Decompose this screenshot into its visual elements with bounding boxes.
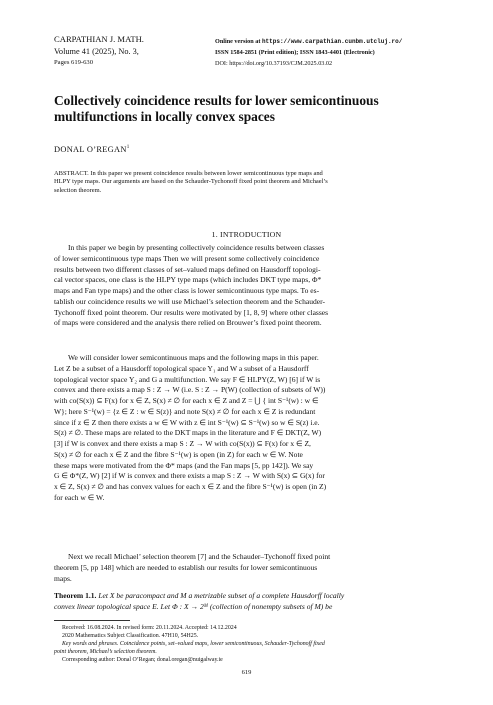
text-line: We will consider lower semicontinuous maps and the following maps in this paper.: [68, 353, 319, 362]
footnote-divider: [54, 620, 130, 621]
paragraph-recall: [54, 552, 446, 584]
text-line: Tychonoff fixed point theorem. Our results were motivated by [1, 8, 9] where other classes: [54, 307, 329, 317]
doi-line[interactable]: DOI: https://doi.org/10.37193/CJM.2025.03.02: [215, 60, 333, 67]
paragraph-intro: [54, 243, 446, 329]
text-line: for each w ∈ W.: [54, 492, 105, 502]
text-line: these maps were motivated from the Φ* maps (and the Fan maps [5, pp 142]). We say: [54, 460, 314, 470]
abstract-label: ABSTRACT.: [54, 170, 89, 177]
footnotes: [54, 625, 446, 665]
journal-info: [54, 34, 229, 69]
paper-title: [54, 93, 444, 124]
text-line: maps.: [54, 573, 72, 583]
footnote-msc: 2020 Mathematics Subject Classification. 47H10, 54H25.: [62, 632, 199, 639]
text-line: W}; here S⁻¹(w) = {z ∈ Z : w ∈ S(z)} and note S(x) ≠ ∅ for each x ∈ Z is redundant: [54, 406, 316, 416]
page-number: 619: [241, 669, 252, 676]
title-line: Collectively coincidence results for lower semicontinuous: [54, 93, 379, 108]
text-line: x ∈ Z, S(x) ≠ ∅ and has convex values for each x ∈ Z and the fibre S⁻¹(w) is open (in Z): [54, 482, 327, 491]
theorem-label: Theorem 1.1.: [54, 591, 97, 600]
text-line: G ∈ Φ*(Z, W) [2] if W is convex and there exists a map S : Z → W with S(x) ⊆ G(x) for: [54, 471, 325, 481]
section-heading: 1. INTRODUCTION: [211, 230, 282, 239]
abstract-line: In this paper we present coincidence results between lower semicontinuous type maps and: [90, 170, 323, 177]
theorem-line: convex linear topological space E. Let Φ : X → 2ᴹ (collection of nonempty subsets of M) be: [54, 601, 333, 611]
online-prefix: Online version at: [215, 38, 261, 45]
paragraph-definitions: [54, 353, 446, 504]
text-line: results between two different classes of set–valued maps defined on Hausdorff topologi-: [54, 264, 321, 274]
text-line: of maps were considered and the analysis there relied on Brouwer’s fixed point theorem.: [54, 318, 322, 328]
theorem-block: [54, 591, 446, 613]
text-line: topological vector space Y₂ and G a multifunction. We say F ∈ HLPY(Z, W) [6] if W is: [54, 374, 321, 384]
footnote-dates: Received: 16.08.2024. In revised form: 20.11.2024. Accepted: 14.12.2024: [62, 625, 237, 631]
text-line: Let Z be a subset of a Hausdorff topological space Y₁ and W a subset of a Hausdorff: [54, 363, 309, 373]
keywords-label: Key words and phrases.: [62, 640, 119, 647]
text-line: S(x) ≠ ∅ for each x ∈ Z and the fibre S⁻¹(w) is open (in Z) for each w ∈ W. Note: [54, 449, 303, 459]
author-affiliation-mark: 1: [126, 145, 130, 151]
keywords-text: Coincidence points, set–valued maps, lower semicontinuous, Schauder-Tychonoff fixed: [119, 640, 325, 647]
abstract-line: selection theorem.: [54, 186, 102, 194]
abstract-line: HLPY type maps. Our arguments are based on the Schauder-Tychonoff fixed point theorem and Michael’s: [54, 178, 328, 186]
abstract: [54, 170, 446, 195]
text-line: tablish our coincidence results we will use Michael’s selection theorem and the Schauder-: [54, 296, 326, 306]
journal-name: CARPATHIAN J. MATH.: [54, 34, 144, 44]
title-line: multifunctions in locally convex spaces: [54, 108, 275, 124]
online-url[interactable]: https://www.carpathian.cunbm.utcluj.ro/: [261, 38, 403, 45]
author-text: DONAL O’REGAN: [54, 145, 127, 154]
theorem-line: Let X be paracompact and M a metrizable subset of a complete Hausdorff locally: [98, 591, 345, 600]
text-line: cal vector spaces, one class is the HLPY type maps (which includes DKT type maps, Φ*: [54, 275, 322, 285]
text-line: since if z ∈ Z then there exists a w ∈ W with z ∈ int S⁻¹(w) ⊆ S⁻¹(w) so w ∈ S(z) i.e.: [54, 417, 320, 427]
keywords-text-cont: point theorem, Michael’s selection theorem.: [54, 648, 157, 655]
text-line: theorem [5, pp 148] which are needed to establish our results for lower semicontinuous: [54, 562, 318, 572]
text-line: with co(S(x)) ⊆ F(x) for x ∈ Z, S(x) ≠ ∅ for each x ∈ Z and Z = ⋃ { int S⁻¹(w) : w ∈: [54, 396, 319, 405]
text-line: maps and Fan type maps) and the other class is lower semicontinuous type maps. To es-: [54, 286, 320, 295]
text-line: Next we recall Michael’ selection theorem [7] and the Schauder–Tychonoff fixed point: [68, 552, 331, 561]
text-line: [3] if W is convex and there exists a map S : Z → W with co(S(x)) ⊆ F(x) for x ∈ Z,: [54, 439, 311, 448]
footnote-corresponding: Corresponding author: Donal O’Regan; donal.oregan@nuigalway.ie: [62, 656, 223, 663]
text-line: convex and there exists a map S : Z → W (i.e. S : Z → P(W) (collection of subsets of W)): [54, 385, 326, 395]
issn-line: ISSN 1584-2851 (Print edition); ISSN 1843-4401 (Electronic): [215, 49, 375, 56]
publication-info: [215, 36, 455, 69]
page-range: Pages 619-630: [54, 59, 94, 66]
text-line: In this paper we begin by presenting collectively coincidence results between classes: [68, 243, 325, 252]
volume-line: Volume 41 (2025), No. 3,: [54, 46, 139, 56]
text-line: of lower semicontinuous type maps Then we will present some collectively coincidence: [54, 253, 320, 263]
author-name: [54, 145, 130, 154]
text-line: S(z) ≠ ∅. These maps are related to the DKT maps in the literature and F ∈ DKT(Z, W): [54, 428, 322, 438]
